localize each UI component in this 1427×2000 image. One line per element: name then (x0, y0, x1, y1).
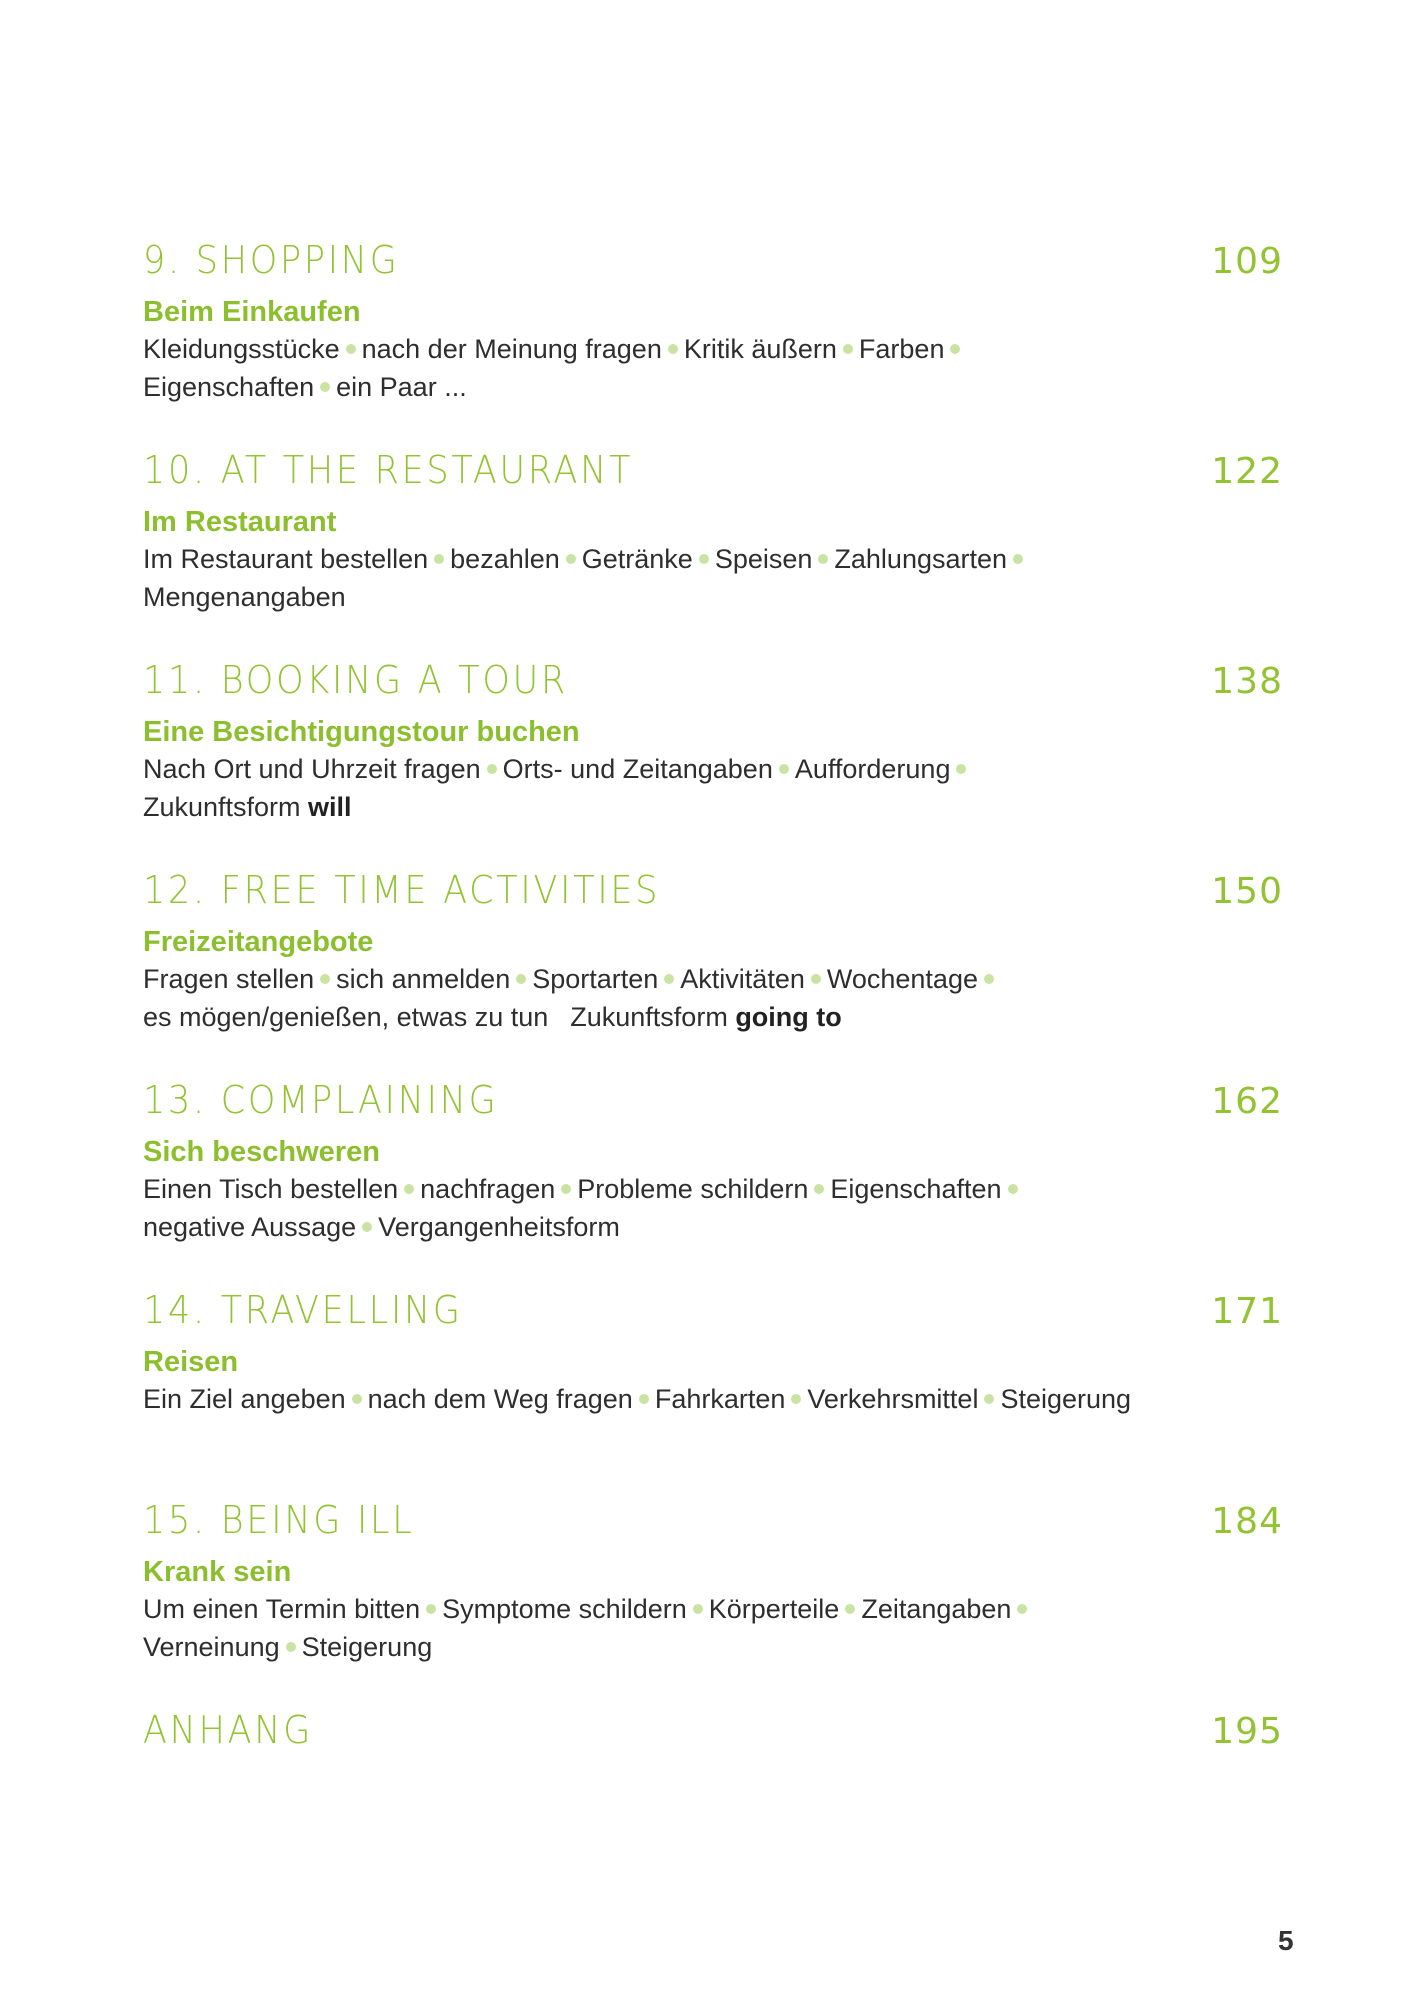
bullet-separator-icon (818, 554, 828, 564)
chapter-subtitle: Krank sein (143, 1556, 292, 1588)
bullet-separator-icon (699, 554, 709, 564)
bullet-separator-icon (791, 1394, 801, 1404)
chapter-heading-row (143, 1498, 1283, 1550)
bullet-separator-icon (286, 1642, 296, 1652)
bullet-separator-icon (845, 1604, 855, 1614)
chapter-heading-row (143, 658, 1283, 710)
chapter-page-number: 109 (1211, 241, 1283, 282)
bullet-separator-icon (1017, 1604, 1027, 1614)
appendix-row (143, 1708, 1283, 1760)
chapter-subtitle: Im Restaurant (143, 506, 337, 538)
chapter-subtitle: Freizeitangebote (143, 926, 374, 958)
chapter-page-number: 150 (1211, 871, 1283, 912)
chapter-topics (143, 330, 1143, 406)
toc-entry[interactable] (143, 238, 1283, 448)
topic-item: Aktivitäten (680, 964, 805, 994)
topics-line (143, 578, 1143, 616)
bullet-separator-icon (320, 382, 330, 392)
toc-entry[interactable] (143, 1288, 1283, 1498)
topic-item: Wochentage (826, 964, 978, 994)
toc-entry[interactable] (143, 1078, 1283, 1288)
topic-item: Farben (858, 334, 945, 364)
bullet-separator-icon (639, 1394, 649, 1404)
topic-item: Steigerung (301, 1632, 433, 1662)
bullet-separator-icon (404, 1184, 414, 1194)
topics-line (143, 330, 1143, 368)
topic-item: Orts- und Zeitangaben (502, 754, 773, 784)
bullet-separator-icon (346, 344, 356, 354)
chapter-page-number: 184 (1211, 1501, 1283, 1542)
topic-item: Fragen stellen (143, 964, 315, 994)
chapter-topics (143, 750, 1143, 826)
chapter-heading-row (143, 448, 1283, 500)
topics-line (143, 960, 1143, 998)
topic-item: Verkehrsmittel (807, 1384, 979, 1414)
bullet-separator-icon (352, 1394, 362, 1404)
bullet-separator-icon (434, 554, 444, 564)
topic-item: Einen Tisch bestellen (143, 1174, 399, 1204)
topics-line (143, 1170, 1143, 1208)
bullet-separator-icon (950, 344, 960, 354)
topic-item: Kleidungsstücke (143, 334, 340, 364)
chapter-topics (143, 960, 1143, 1036)
topic-item: Aufforderung (794, 754, 951, 784)
chapter-page-number: 122 (1211, 451, 1283, 492)
topics-line (143, 788, 1143, 826)
chapter-topics (143, 1380, 1143, 1418)
topics-line (143, 1208, 1143, 1246)
bullet-separator-icon (561, 1184, 571, 1194)
chapter-page-number: 171 (1211, 1291, 1283, 1332)
topic-item: ein Paar ... (336, 372, 467, 402)
topic-item: Körperteile (708, 1594, 840, 1624)
chapter-heading-row (143, 1288, 1283, 1340)
chapter-title: 12. FREE TIME ACTIVITIES (143, 868, 661, 912)
chapter-topics (143, 540, 1143, 616)
bullet-separator-icon (362, 1222, 372, 1232)
topics-line (143, 750, 1143, 788)
topic-item: Sportarten (532, 964, 659, 994)
appendix-title: ANHANG (143, 1708, 314, 1752)
topic-item: Nach Ort und Uhrzeit fragen (143, 754, 481, 784)
chapter-heading-row (143, 1078, 1283, 1130)
bullet-separator-icon (668, 344, 678, 354)
topic-item: nach dem Weg fragen (367, 1384, 633, 1414)
topic-item: Zukunftsform (570, 1002, 736, 1032)
topic-item: Um einen Termin bitten (143, 1594, 421, 1624)
toc-entry[interactable] (143, 658, 1283, 868)
topic-item: Fahrkarten (654, 1384, 786, 1414)
chapter-heading-row (143, 238, 1283, 290)
toc-entry[interactable] (143, 868, 1283, 1078)
topic-item: Mengenangaben (143, 582, 346, 612)
topic-item: Zukunftsform (143, 792, 309, 822)
topic-item: Zeitangaben (861, 1594, 1012, 1624)
chapter-title: 13. COMPLAINING (143, 1078, 499, 1122)
chapter-subtitle: Sich beschweren (143, 1136, 380, 1168)
bullet-separator-icon (566, 554, 576, 564)
topics-line (143, 368, 1143, 406)
chapter-page-number: 138 (1211, 661, 1283, 702)
topics-line (143, 1590, 1143, 1628)
bullet-separator-icon (984, 974, 994, 984)
bullet-separator-icon (693, 1604, 703, 1614)
topic-item: Ein Ziel angeben (143, 1384, 346, 1414)
toc-entry[interactable] (143, 1498, 1283, 1708)
topic-item: sich anmelden (336, 964, 511, 994)
topics-line (143, 998, 1143, 1036)
chapter-title: 9. SHOPPING (143, 238, 400, 282)
bullet-separator-icon (320, 974, 330, 984)
topic-item: nach der Meinung fragen (361, 334, 662, 364)
topic-item: Im Restaurant bestellen (143, 544, 429, 574)
bullet-separator-icon (956, 764, 966, 774)
chapter-title: 11. BOOKING A TOUR (143, 658, 569, 702)
chapter-title: 15. BEING ILL (143, 1498, 415, 1542)
chapter-title: 14. TRAVELLING (143, 1288, 463, 1332)
bullet-separator-icon (426, 1604, 436, 1614)
topic-item: Eigenschaften (143, 372, 315, 402)
chapter-heading-row (143, 868, 1283, 920)
topic-item-bold: will (308, 792, 352, 822)
topics-line (143, 1380, 1143, 1418)
chapter-topics (143, 1590, 1143, 1666)
chapter-title: 10. AT THE RESTAURANT (143, 448, 634, 492)
topic-item: Verneinung (143, 1632, 280, 1662)
bullet-separator-icon (843, 344, 853, 354)
chapter-subtitle: Beim Einkaufen (143, 296, 361, 328)
topic-item: es mögen/genießen, etwas zu tun (143, 1002, 549, 1032)
page-number: 5 (1278, 1925, 1294, 1956)
chapter-subtitle: Reisen (143, 1346, 239, 1378)
topic-item: Probleme schildern (577, 1174, 809, 1204)
toc-entry[interactable] (143, 448, 1283, 658)
chapter-page-number: 162 (1211, 1081, 1283, 1122)
bullet-separator-icon (814, 1184, 824, 1194)
topics-line (143, 1628, 1143, 1666)
topic-item: negative Aussage (143, 1212, 357, 1242)
topic-item: Getränke (581, 544, 693, 574)
topic-item: Zahlungsarten (834, 544, 1008, 574)
topic-item: Eigenschaften (830, 1174, 1002, 1204)
topic-item: bezahlen (450, 544, 560, 574)
table-of-contents (143, 238, 1283, 1708)
topic-item: Kritik äußern (683, 334, 837, 364)
chapter-subtitle: Eine Besichtigungstour buchen (143, 716, 580, 748)
topic-item: Symptome schildern (442, 1594, 687, 1624)
bullet-separator-icon (664, 974, 674, 984)
bullet-separator-icon (487, 764, 497, 774)
bullet-separator-icon (516, 974, 526, 984)
bullet-separator-icon (984, 1394, 994, 1404)
topic-item: Steigerung (1000, 1384, 1132, 1414)
chapter-topics (143, 1170, 1143, 1246)
bullet-separator-icon (811, 974, 821, 984)
bullet-separator-icon (1013, 554, 1023, 564)
topics-line (143, 540, 1143, 578)
appendix-page: 195 (1211, 1711, 1283, 1752)
bullet-separator-icon (779, 764, 789, 774)
topic-item: Speisen (714, 544, 813, 574)
topic-item: Vergangenheitsform (378, 1212, 620, 1242)
topic-item-bold: going to (735, 1002, 842, 1032)
toc-appendix[interactable] (143, 1708, 1283, 1788)
topic-item: nachfragen (420, 1174, 556, 1204)
bullet-separator-icon (1008, 1184, 1018, 1194)
